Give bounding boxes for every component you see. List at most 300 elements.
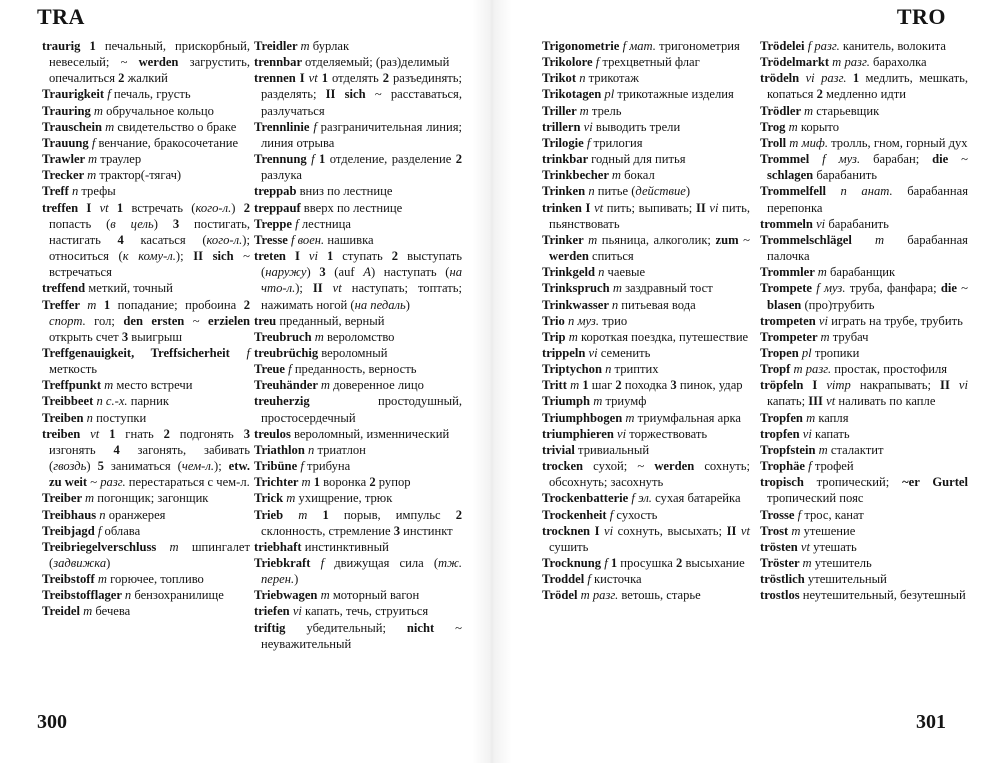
grammar-label: n (611, 297, 619, 312)
headword: Treidler (254, 39, 301, 53)
headword: treuherzig (254, 394, 378, 409)
grammar-label: n (99, 507, 106, 522)
headword: Triumphbogen (542, 410, 626, 425)
dictionary-entry (254, 377, 462, 393)
definition-text: неутешительный, безутешный (802, 588, 966, 603)
headword: Treibbeet (42, 394, 97, 409)
headword: Treibhaus (42, 507, 100, 522)
grammar-label: n (605, 362, 612, 377)
grammar-label: m (817, 265, 827, 280)
bold-marker: 3 (243, 426, 250, 441)
headword: Treue (254, 362, 289, 377)
grammar-label: m (806, 410, 816, 425)
headword: Treppe (254, 216, 296, 231)
bold-marker: I (294, 249, 300, 264)
headword: Trocknung (542, 556, 605, 570)
bold-marker: die (940, 281, 957, 296)
dictionary-entry (42, 200, 250, 281)
definition-text: ); (214, 459, 229, 474)
headword: Treibriegelverschluss (42, 539, 170, 554)
definition-text: гол; (85, 313, 124, 328)
definition-text: разъединять; разделять; (261, 71, 463, 102)
grammar-label: m (793, 362, 803, 377)
definition-text: трактор(-тягач) (96, 168, 182, 183)
grammar-label: f (586, 135, 591, 150)
dictionary-entry (760, 313, 968, 329)
headword: Trikotagen (542, 87, 605, 102)
definition-text: ) (106, 556, 111, 570)
headword: trödeln (760, 71, 806, 86)
note-text: миф. (801, 135, 828, 150)
bold-marker: I (299, 71, 305, 86)
grammar-label: m (104, 378, 114, 393)
grammar-label: f (91, 135, 96, 150)
note-text: кого-л. (195, 200, 232, 215)
grammar-label: m (612, 281, 622, 296)
bold-marker: 2 (163, 426, 170, 441)
headword: tropfen (760, 426, 803, 441)
dictionary-entry (42, 571, 250, 587)
dictionary-entry (760, 216, 968, 232)
grammar-label: vi (958, 378, 968, 393)
dictionary-entry (254, 442, 462, 458)
dictionary-entry (760, 135, 968, 151)
dictionary-entry (542, 86, 750, 102)
grammar-label: vt (740, 523, 751, 538)
definition-text: пинок, удар (676, 378, 743, 393)
grammar-label: f (313, 119, 317, 134)
dictionary-entry (42, 393, 250, 409)
grammar-label: vt (308, 71, 318, 86)
definition-text: (про)трубить (801, 297, 875, 312)
bold-marker: 5 (97, 459, 104, 474)
grammar-label: f (246, 345, 250, 360)
dictionary-entry (542, 393, 750, 409)
definition-text: сухой; ~ (593, 459, 655, 474)
definition-text: медлить, мешкать, копаться (767, 71, 968, 102)
definition-text: нашивка (324, 232, 374, 247)
dictionary-entry (760, 539, 968, 555)
headword: Treiber (42, 491, 86, 506)
note-text: разг. (805, 362, 832, 377)
dictionary-entry (542, 587, 750, 603)
headword: Trawler (42, 152, 89, 167)
headword: Trikot (542, 71, 580, 86)
headword: Trikolore (542, 55, 596, 70)
definition-text (318, 249, 327, 263)
definition-text: тролль, гном, горный дух (827, 135, 968, 150)
dictionary-entry (542, 490, 750, 506)
definition-text: барабанить (813, 168, 877, 183)
headword: Trockenheit (542, 507, 610, 522)
dictionary-entry (760, 507, 968, 523)
bold-marker: III (808, 394, 823, 409)
grammar-label: vt (826, 394, 836, 409)
grammar-label: m (85, 491, 95, 506)
definition-text: склонность, стремление (261, 523, 394, 538)
headword: Tropfstein (760, 442, 819, 457)
grammar-label: vt (800, 539, 811, 554)
definition-text: моторный вагон (329, 588, 420, 603)
column-2 (254, 38, 462, 652)
bold-marker: den ersten (123, 313, 185, 328)
definition-text: выступать ( (261, 249, 462, 280)
dictionary-entry (760, 555, 968, 571)
definition-text: трикотажные изделия (614, 87, 734, 102)
definition-text: изгонять (49, 442, 114, 457)
grammar-label: vi (816, 216, 826, 231)
definition-text: гнать (115, 426, 164, 441)
headword: Triebkraft (254, 556, 321, 570)
grammar-label: n (568, 313, 575, 328)
grammar-label: m (83, 604, 93, 619)
grammar-label: f (822, 152, 826, 167)
definition-text: капать (811, 426, 850, 441)
grammar-label: n (598, 265, 605, 280)
grammar-label: n (308, 442, 315, 457)
grammar-label: m (570, 378, 580, 393)
bold-marker: II (695, 200, 706, 215)
grammar-label: n (840, 184, 847, 199)
dictionary-entry (542, 361, 750, 377)
grammar-label: f (97, 523, 102, 538)
bold-marker: nicht (406, 620, 435, 635)
note-text: A (363, 265, 371, 280)
headword: Troddel (542, 572, 588, 587)
dictionary-entry (254, 183, 462, 199)
dictionary-entry (542, 555, 750, 571)
dictionary-entry (760, 426, 968, 442)
headword: Triller (542, 103, 580, 118)
definition-text: наступать; топтать; нажимать ногой ( (261, 281, 462, 312)
bold-marker: 3 (670, 378, 677, 393)
definition-text: отделяемый; (раз)делимый (304, 55, 450, 70)
dictionary-entry (542, 345, 750, 361)
dictionary-entry (542, 507, 750, 523)
headword: treppauf (254, 200, 304, 215)
dictionary-entry (254, 539, 462, 555)
bold-marker: werden (549, 249, 589, 264)
bold-marker: 1 (319, 152, 326, 167)
grammar-label: vi (709, 200, 719, 215)
headword: trillern (542, 119, 584, 134)
definition-text: ) (86, 459, 98, 474)
bold-marker: 1 (103, 297, 111, 312)
headword: treubrüchig (254, 345, 322, 360)
dictionary-entry (254, 507, 462, 539)
grammar-label: m (832, 55, 842, 70)
headword: Trecker (42, 168, 88, 183)
dictionary-entry (254, 119, 462, 151)
note-text: воен. (297, 232, 325, 247)
bold-marker: 1 (89, 39, 96, 53)
dictionary-entry (542, 297, 750, 313)
note-text: разг. (592, 588, 619, 603)
dictionary-entry (760, 345, 968, 361)
definition-text: пить, пьянствовать (549, 200, 750, 231)
note-text: на что-л. (261, 265, 462, 296)
headword: Trommelschlägel (760, 232, 875, 247)
dictionary-entry (760, 183, 968, 215)
definition-text: доверенное лицо (329, 378, 424, 393)
headword: trocken (542, 459, 594, 474)
headword: treu (254, 313, 280, 328)
headword: Trommler (760, 265, 818, 280)
note-text: разг. (821, 71, 847, 86)
bold-marker: 2 (369, 475, 376, 490)
definition-text: годный для питья (591, 152, 686, 167)
definition-text: пьяница, алкоголик; (597, 232, 716, 247)
grammar-label: m (580, 588, 590, 603)
definition-text: трель (588, 103, 622, 118)
grammar-label: m (298, 507, 308, 522)
definition-text (96, 298, 104, 312)
headword: Traurigkeit (42, 87, 108, 102)
headword: trivial (542, 442, 579, 457)
bold-marker: 2 (391, 249, 399, 264)
grammar-label: n (96, 394, 103, 409)
definition-text: семенить (597, 345, 651, 360)
definition-text: ) (685, 184, 691, 199)
grammar-label: f (816, 281, 820, 296)
headword: Treibjagd (42, 523, 98, 538)
headword: Treubruch (254, 329, 315, 344)
definition-text: сухая батарейка (651, 491, 741, 506)
definition-text: ); (295, 281, 313, 296)
definition-text: барабанщик (826, 265, 896, 280)
definition-text: инстинктивный (304, 539, 389, 554)
dictionary-entry (42, 490, 250, 506)
grammar-label: n (579, 71, 586, 86)
grammar-label: m (875, 232, 885, 247)
dictionary-entry (42, 86, 250, 102)
grammar-label: m (568, 329, 578, 344)
definition-text: меткий, точный (88, 281, 173, 296)
definition-text: открыть счет (49, 329, 122, 344)
grammar-label: f (609, 507, 614, 522)
dictionary-entry (254, 361, 462, 377)
dictionary-entry (254, 329, 462, 345)
headword: Trinkwasser (542, 297, 612, 312)
headword: trennbar (254, 55, 305, 70)
bold-marker: ~er Gurtel (902, 475, 969, 490)
definition-text: вероломный, изменнический (294, 426, 450, 441)
definition-text: выигрыш (128, 329, 183, 344)
dictionary-entry (760, 103, 968, 119)
note-text: муз. (823, 281, 846, 296)
definition-text: убедительный; (306, 620, 407, 635)
bold-marker: 1 (610, 556, 618, 570)
definition-text: сухость (613, 507, 658, 522)
definition-text: барахолка (869, 55, 927, 70)
headword: Tropen (760, 345, 802, 360)
definition-text: капля (815, 410, 849, 425)
headword: trommeln (760, 216, 817, 231)
definition-text: трибуна (303, 459, 351, 474)
bold-marker: 1 (322, 507, 329, 522)
grammar-label: m (314, 329, 324, 344)
grammar-label: m (97, 572, 107, 587)
definition-text (91, 201, 99, 215)
grammar-label: vt (90, 426, 100, 441)
definition-text: трефы (78, 184, 116, 199)
bold-marker: 4 (113, 442, 120, 457)
grammar-label: vimp (826, 378, 851, 393)
headword: triumphieren (542, 426, 617, 441)
dictionary-entry (254, 587, 462, 603)
column-1 (42, 38, 250, 620)
bold-marker: 1 (852, 71, 860, 86)
definition-text: тропический; (816, 475, 903, 490)
definition-text: место встречи (113, 378, 193, 393)
definition-text: ); относиться ( (49, 232, 250, 264)
dictionary-entry (542, 313, 750, 329)
headword: Trennlinie (254, 119, 314, 134)
dictionary-entry (42, 103, 250, 119)
grammar-label: m (625, 410, 635, 425)
definition-text: перестараться с чем-л. (125, 475, 250, 490)
grammar-label: m (300, 39, 310, 53)
definition-text: поступки (92, 410, 147, 425)
dictionary-entry (254, 200, 462, 216)
dictionary-entry (254, 603, 462, 619)
definition-text: питьевая вода (618, 297, 696, 312)
definition-text: трехцветный флаг (599, 55, 700, 70)
definition-text: постигать, настигать (49, 216, 251, 247)
bold-marker: II (726, 523, 737, 538)
definition-text: утешать (810, 539, 857, 554)
bold-marker: 1 (116, 200, 124, 215)
headword: traurig (42, 39, 90, 53)
dictionary-entry (42, 167, 250, 183)
dictionary-entry (542, 135, 750, 151)
definition-text (817, 378, 826, 392)
definition-text: канитель, волокита (839, 39, 946, 53)
definition-text: касаться ( (123, 232, 207, 247)
dictionary-entry (760, 410, 968, 426)
definition-text: ступать (333, 249, 392, 264)
definition-text: питье ( (594, 184, 636, 199)
running-head-left: TRA (37, 4, 85, 29)
definition-text: горючее, топливо (106, 572, 204, 587)
dictionary-entry (760, 280, 968, 312)
note-text: чем-л. (181, 459, 214, 474)
definition-text: разграничительная линия; линия отрыва (261, 119, 462, 150)
definition-text: чаевые (604, 265, 646, 280)
note-text: наружу (265, 265, 307, 280)
note-text: кого-л. (206, 232, 243, 247)
grammar-label: f (311, 152, 315, 167)
note-text: разг. (814, 39, 840, 53)
grammar-label: m (789, 135, 799, 150)
grammar-label: vi (583, 119, 593, 134)
headword: Trick (254, 491, 287, 506)
definition-text: тропический пояс (767, 491, 864, 506)
headword: Trinkgeld (542, 265, 599, 280)
bold-marker: zum (715, 232, 739, 247)
dictionary-entry (254, 54, 462, 70)
definition-text: попасть ( (49, 216, 111, 231)
bold-marker: II (940, 378, 950, 393)
definition-text: отделять (328, 71, 383, 86)
definition-text: ) (294, 572, 299, 587)
grammar-label: vi (604, 523, 614, 538)
headword: Trost (760, 523, 792, 538)
headword: Trophäe (760, 459, 809, 474)
headword: Trommelfell (760, 184, 841, 199)
definition-text: корыто (797, 119, 840, 134)
grammar-label: m (87, 297, 97, 312)
dictionary-entry (760, 151, 968, 183)
dictionary-entry (42, 587, 250, 603)
definition-text: барабан; (860, 152, 933, 167)
grammar-label: f (288, 362, 292, 377)
definition-text: сталактит (827, 442, 884, 457)
dictionary-entry (42, 280, 250, 296)
bold-marker: 2 (118, 71, 125, 86)
bold-marker: 2 (816, 87, 823, 102)
headword: Treidel (42, 604, 84, 619)
grammar-label: vt (332, 281, 342, 296)
grammar-label: n (86, 410, 93, 425)
definition-text: трофей (811, 459, 854, 474)
definition-text: погонщик; загонщик (94, 491, 209, 506)
definition-text: свидетельство о браке (114, 119, 237, 134)
headword: Trockenbatterie (542, 491, 632, 506)
headword: Treff (42, 184, 72, 199)
definition-text: разлука (261, 168, 302, 183)
grammar-label: vi (292, 604, 302, 619)
grammar-label: f (808, 459, 812, 474)
dictionary-entry (760, 571, 968, 587)
headword: Trosse (760, 507, 798, 522)
headword: Trinkspruch (542, 281, 613, 296)
definition-text: вероломный (321, 345, 388, 360)
dictionary-entry (42, 410, 250, 426)
dictionary-entry (254, 426, 462, 442)
bold-marker: erzielen (208, 313, 250, 328)
bold-marker: 2 (615, 378, 622, 393)
definition-text: ) наступать ( (370, 265, 450, 280)
definition-text: барабанная перепонка (767, 184, 968, 215)
running-head-right: TRO (896, 4, 946, 29)
grammar-label: vi (308, 249, 318, 264)
grammar-label: f (107, 87, 111, 102)
headword: Treffgenauigkeit, Treffsicherheit (42, 345, 247, 360)
definition-text: ) (306, 265, 320, 280)
dictionary-entry (542, 280, 750, 296)
dictionary-entry (254, 474, 462, 490)
headword: Trinker (542, 232, 589, 247)
definition-text: ~ (738, 232, 750, 247)
grammar-label: pl (801, 345, 812, 360)
grammar-label: m (788, 119, 798, 134)
headword: Treiben (42, 410, 87, 425)
bold-marker: I (585, 200, 591, 215)
grammar-label: m (87, 168, 97, 183)
grammar-label: m (803, 103, 814, 118)
definition-text: спиться (588, 249, 634, 264)
headword: trösten (760, 539, 801, 554)
dictionary-entry (42, 38, 250, 86)
grammar-label: m (820, 329, 830, 344)
headword: Trichter (254, 475, 302, 490)
dictionary-entry (760, 264, 968, 280)
headword: Trip (542, 329, 569, 344)
dictionary-entry (542, 119, 750, 135)
definition-text: ухищрение, трюк (295, 491, 393, 506)
definition-text: ~ (948, 152, 968, 167)
